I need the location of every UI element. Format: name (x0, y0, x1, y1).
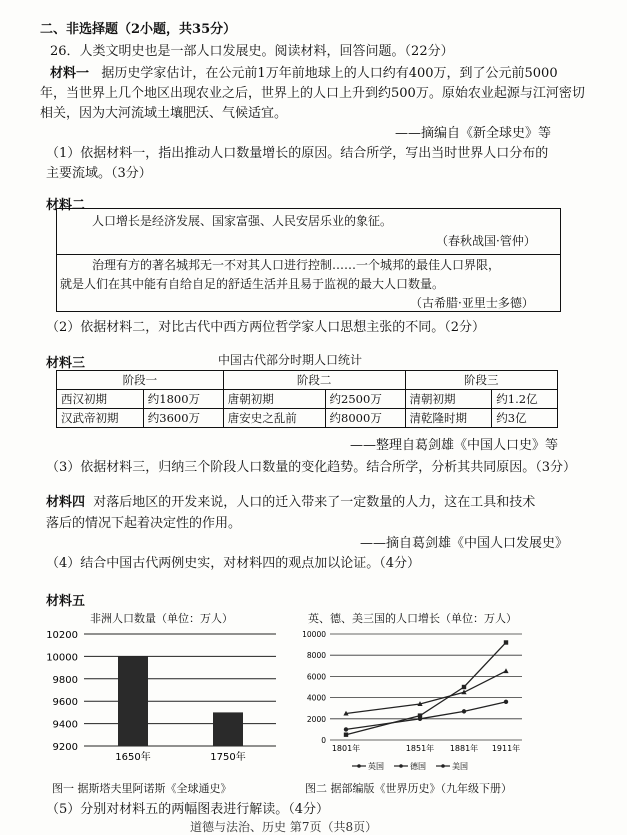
material4-line1 (46, 491, 535, 510)
table-row (57, 409, 558, 428)
data-point (418, 713, 422, 717)
quote2-source: （古希腊·亚里士多德） (410, 296, 534, 310)
table-cell: 西汉初期 (57, 390, 144, 409)
table-cell: 约3600万 (143, 409, 223, 428)
table-cell: 汉武帝初期 (57, 409, 144, 428)
table-cell: 清乾隆时期 (405, 409, 492, 428)
data-point (503, 668, 508, 673)
table-cell: 约1800万 (143, 390, 223, 409)
y-tick-label: 8000 (306, 651, 326, 661)
legend-marker (357, 764, 361, 768)
x-tick-label: 1750年 (210, 752, 246, 763)
q1-line2: 主要流域。（3分） (46, 166, 152, 181)
table-cell: 清朝初期 (405, 390, 492, 409)
stage-header: 阶段一 (57, 371, 224, 390)
question-header: 26．人类文明史也是一部人口发展史。阅读材料，回答问题。（22分） (50, 44, 454, 59)
series-line (346, 702, 506, 730)
chart1-title: 非洲人口数量（单位：万人） (90, 612, 233, 625)
table-cell: 唐朝初期 (223, 390, 325, 409)
x-tick-label: 1911年 (491, 744, 521, 753)
stage-header: 阶段三 (405, 371, 557, 390)
y-tick-label: 10000 (46, 652, 78, 664)
legend-label: 德国 (410, 762, 426, 771)
table-cell: 约2500万 (325, 390, 405, 409)
table-header-row (57, 371, 558, 390)
table-cell: 约3亿 (492, 409, 558, 428)
population-growth-line-chart (300, 626, 530, 776)
table-title: 中国古代部分时期人口统计 (218, 353, 363, 367)
x-tick-label: 1881年 (449, 744, 479, 753)
q1-line1: （1）依据材料一，指出推动人口数量增长的原因。结合所学，写出当时世界人口分布的 (46, 146, 549, 161)
data-point (504, 640, 508, 644)
material4-source: ——摘自葛剑雄《中国人口发展史》 (360, 536, 569, 551)
data-point (504, 700, 508, 704)
x-tick-label: 1801年 (331, 744, 361, 753)
fig2-caption: 图二 据部编版《世界历史》（九年级下册） (305, 782, 512, 795)
data-point (344, 733, 348, 737)
material4-label: 材料四 (46, 495, 86, 510)
legend-label: 美国 (452, 762, 468, 771)
quote1-text: 人口增长是经济发展、国家富强、人民安居乐业的象征。 (92, 214, 393, 228)
quote2-line2: 就是人们在其中能有自给自足的舒适生活并且易于监视的最大人口数量。 (60, 277, 445, 291)
material4-line2: 落后的情况下起着决定性的作用。 (46, 516, 242, 531)
legend-marker (441, 764, 445, 768)
q2-text: （2）依据材料二，对比古代中西方两位哲学家人口思想主张的不同。（2分） (46, 320, 486, 335)
table-cell: 唐安史之乱前 (223, 409, 325, 428)
quote-divider (57, 254, 560, 255)
q4-text: （4）结合中国古代两例史实，对材料四的观点加以论证。（4分） (46, 556, 421, 571)
fig1-caption: 图一 据斯塔夫里阿诺斯《全球通史》 (52, 782, 232, 795)
population-table (56, 370, 558, 428)
stage-header: 阶段二 (223, 371, 405, 390)
y-tick-label: 0 (321, 736, 326, 745)
y-tick-label: 9400 (52, 719, 78, 731)
africa-population-bar-chart (40, 626, 290, 776)
x-tick-label: 1650年 (115, 752, 151, 763)
series-line (346, 642, 506, 734)
quote1-source: （春秋战国·管仲） (436, 234, 536, 248)
y-tick-label: 6000 (306, 672, 326, 682)
data-point (462, 685, 466, 689)
y-tick-label: 9200 (52, 742, 78, 753)
q5-text: （5）分别对材料五的两幅图表进行解读。（4分） (46, 802, 330, 817)
table-cell: 约8000万 (325, 409, 405, 428)
bar (118, 656, 148, 746)
y-tick-label: 9800 (52, 674, 78, 686)
material1-label: 材料一 (50, 66, 90, 81)
quote2-line1: 治理有方的著名城邦无一不对其人口进行控制……一个城邦的最佳人口界限， (92, 258, 501, 272)
chart2-title: 英、德、美三国的人口增长（单位：万人） (308, 612, 517, 625)
legend-label: 英国 (368, 762, 384, 771)
y-tick-label: 10200 (46, 630, 78, 641)
material1-line3: 相关，因为大河流域土壤肥沃、气候适宜。 (40, 106, 288, 121)
legend-marker (399, 764, 403, 768)
table-row (57, 390, 558, 409)
material4-text1: 对落后地区的开发来说，人口的迁入带来了一定数量的人力，这在工具和技术 (93, 495, 536, 510)
table-cell: 约1.2亿 (492, 390, 558, 409)
material5-label: 材料五 (46, 594, 86, 609)
y-tick-label: 2000 (306, 714, 326, 724)
y-tick-label: 4000 (306, 693, 326, 703)
bar (213, 712, 243, 746)
y-tick-label: 10000 (302, 630, 326, 639)
data-point (344, 727, 348, 731)
material3-label: 材料三 (46, 356, 86, 371)
material1-text1: 据历史学家估计，在公元前1万年前地球上的人口约有400万，到了公元前5000 (101, 66, 558, 81)
material1-source: ——摘编自《新全球史》等 (395, 126, 552, 141)
material2-label: 材料二 (46, 198, 86, 213)
x-tick-label: 1851年 (405, 744, 435, 753)
section-title: 二、非选择题（2小题，共35分） (40, 22, 237, 37)
material3-source: ——整理自葛剑雄《中国人口史》等 (350, 438, 559, 453)
material1-line2: 年，当世界上几个地区出现农业之后，世界上的人口上升到约500万。原始农业起源与江河密切 (40, 86, 585, 101)
data-point (462, 709, 466, 713)
page-footer: 道德与法治、历史 第7页（共8页） (190, 820, 378, 834)
material1-line1 (50, 62, 558, 81)
q3-text: （3）依据材料三，归纳三个阶段人口数量的变化趋势。结合所学，分析其共同原因。（3分） (46, 460, 577, 475)
y-tick-label: 9600 (52, 697, 78, 709)
